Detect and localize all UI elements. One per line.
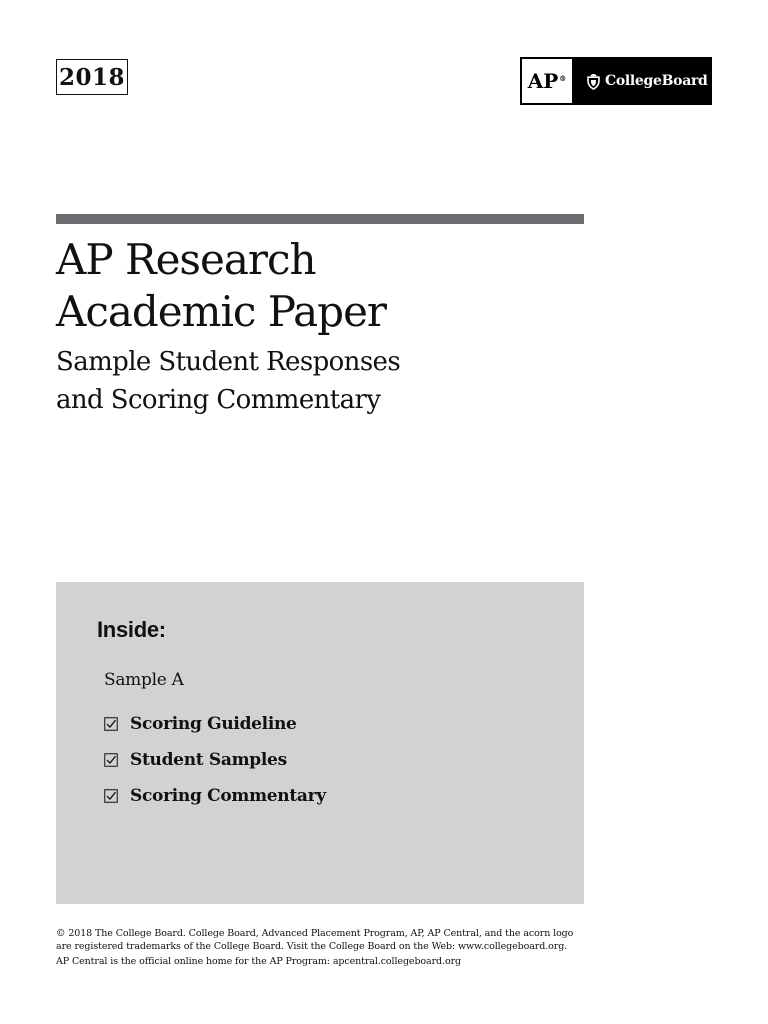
title-line-1: AP Research xyxy=(56,235,316,284)
title-line-2: Academic Paper xyxy=(56,287,386,336)
copyright-line-2: are registered trademarks of the College Board. Visit the College Board on the Web: www.collegeboard.org. xyxy=(56,940,568,952)
checklist-item xyxy=(104,706,326,742)
checklist-item-label: Student Samples xyxy=(130,750,287,770)
inside-heading: Inside: xyxy=(97,617,166,642)
year-badge xyxy=(56,59,128,95)
ap-central-text: AP Central is the official online home for the AP Program: apcentral.collegeboard.org xyxy=(56,956,462,967)
subtitle-line-1: Sample Student Responses xyxy=(56,347,401,377)
ap-logo-text: AP xyxy=(527,69,559,93)
checkbox-checked-icon xyxy=(104,753,118,767)
collegeboard-logo xyxy=(574,57,712,105)
copyright-line-1: © 2018 The College Board. College Board, Advanced Placement Program, AP, AP Central, and the acorn logo xyxy=(56,928,574,939)
ap-logo-mark xyxy=(520,57,574,105)
ap-registered-mark: ® xyxy=(559,73,567,83)
page-title xyxy=(56,234,386,338)
title-rule xyxy=(56,214,584,224)
year-label: 2018 xyxy=(58,63,125,91)
collegeboard-logo-text: CollegeBoard xyxy=(605,73,708,89)
subtitle-line-2: and Scoring Commentary xyxy=(56,385,381,415)
checkbox-checked-icon xyxy=(104,717,118,731)
copyright-text xyxy=(56,928,616,953)
acorn-icon xyxy=(586,73,601,90)
inside-panel xyxy=(56,582,584,904)
contents-checklist xyxy=(104,706,326,814)
checklist-item xyxy=(104,742,326,778)
copyright-footer xyxy=(56,928,616,969)
page-subtitle xyxy=(56,343,400,419)
sample-label: Sample A xyxy=(104,670,184,690)
checklist-item-label: Scoring Guideline xyxy=(130,714,297,734)
checklist-item-label: Scoring Commentary xyxy=(130,786,326,806)
checkbox-checked-icon xyxy=(104,789,118,803)
checklist-item xyxy=(104,778,326,814)
ap-collegeboard-logo xyxy=(520,57,712,105)
